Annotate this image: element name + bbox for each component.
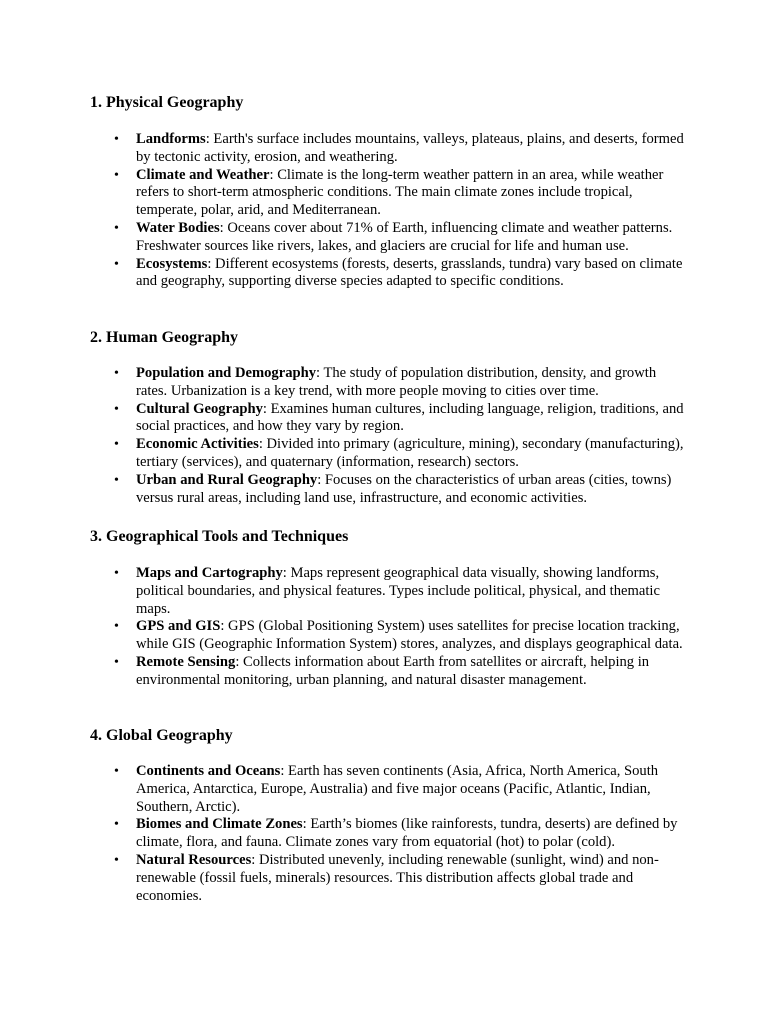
section-human-geography xyxy=(90,328,690,506)
list-item xyxy=(90,365,690,401)
bullet-icon: • xyxy=(114,472,119,488)
bullet-icon: • xyxy=(114,852,119,868)
bullet-list xyxy=(90,365,690,507)
list-item-term: Climate and Weather xyxy=(136,166,270,183)
list-item xyxy=(90,167,690,220)
bullet-icon: • xyxy=(114,654,119,670)
list-item-text: : GPS (Global Positioning System) uses satellites for precise location tracking, while GIS (Geographic Information System) stores, analyzes, and displays geographical data. xyxy=(136,618,683,653)
bullet-icon: • xyxy=(114,401,119,417)
bullet-icon: • xyxy=(114,619,119,635)
list-item-term: Biomes and Climate Zones xyxy=(136,816,303,833)
section-geographical-tools xyxy=(90,527,690,688)
list-item-text: : The study of population distribution, density, and growth rates. Urbanization is a key trend, with more people moving to cities over time. xyxy=(136,365,657,399)
bullet-icon: • xyxy=(114,132,119,147)
section-global-geography xyxy=(90,726,690,904)
list-item xyxy=(90,131,690,167)
list-item-text: : Earth’s biomes (like rainforests, tundra, deserts) are defined by climate, flora, and fauna. Climate zones vary from equatorial (hot) to polar (cold). xyxy=(136,816,678,851)
bullet-icon: • xyxy=(114,437,119,453)
list-item xyxy=(90,220,690,256)
bullet-icon: • xyxy=(114,220,119,236)
section-heading: 3. Geographical Tools and Techniques xyxy=(90,528,349,545)
list-item-term: Remote Sensing xyxy=(136,653,236,670)
list-item xyxy=(90,852,690,905)
list-item-term: Maps and Cartography xyxy=(136,565,283,581)
list-item-text: : Different ecosystems (forests, deserts, grasslands, tundra) vary based on climate and geography, supporting diverse species adapted to specific conditions. xyxy=(136,255,683,290)
list-item-term: Water Bodies xyxy=(136,219,220,236)
section-heading: 1. Physical Geography xyxy=(90,94,244,111)
list-item-term: Cultural Geography xyxy=(136,400,263,417)
list-item-term: Landforms xyxy=(136,131,206,147)
list-item-text: : Examines human cultures, including language, religion, traditions, and social practices, and how they vary by region. xyxy=(136,400,684,435)
list-item-term: Natural Resources xyxy=(136,851,252,868)
list-item xyxy=(90,654,690,690)
list-item-text: : Maps represent geographical data visually, showing landforms, political boundaries, and physical features. Types include political, physical, and thematic maps. xyxy=(136,565,660,617)
list-item-text: : Earth has seven continents (Asia, Africa, North America, South America, Antarctica, Europe, Australia) and five major oceans (Pacific, Atlantic, Indian, Southern, Arctic). xyxy=(136,763,659,815)
list-item xyxy=(90,816,690,852)
list-item-text: : Collects information about Earth from satellites or aircraft, helping in environmental monitoring, urban planning, and natural disaster management. xyxy=(136,653,650,688)
list-item xyxy=(90,401,690,437)
bullet-list xyxy=(90,131,690,291)
list-item-term: Continents and Oceans xyxy=(136,763,281,779)
list-item xyxy=(90,436,690,472)
bullet-icon: • xyxy=(114,817,119,833)
list-item xyxy=(90,256,690,292)
list-item-text: : Distributed unevenly, including renewable (sunlight, wind) and non-renewable (fossil fuels, minerals) resources. This distribution affects global trade and economies. xyxy=(136,851,659,904)
bullet-list xyxy=(90,763,690,905)
list-item-term: Economic Activities xyxy=(136,436,259,453)
list-item-term: Urban and Rural Geography xyxy=(136,471,318,488)
list-item xyxy=(90,618,690,654)
bullet-icon: • xyxy=(114,366,119,381)
list-item-text: : Oceans cover about 71% of Earth, influencing climate and weather patterns. Freshwater sources like rivers, lakes, and glaciers are crucial for life and human use. xyxy=(136,219,673,254)
list-item-text: : Earth's surface includes mountains, valleys, plateaus, plains, and deserts, formed by tectonic activity, erosion, and weathering. xyxy=(136,131,684,165)
list-item xyxy=(90,565,690,618)
section-heading: 4. Global Geography xyxy=(90,727,233,744)
bullet-list xyxy=(90,565,690,690)
section-heading: 2. Human Geography xyxy=(90,329,239,346)
bullet-icon: • xyxy=(114,764,119,779)
list-item-term: Ecosystems xyxy=(136,255,208,272)
bullet-icon: • xyxy=(114,167,119,183)
list-item-term: GPS and GIS xyxy=(136,618,221,635)
list-item-text: : Focuses on the characteristics of urban areas (cities, towns) versus rural areas, including land use, infrastructure, and economic activities. xyxy=(136,471,672,506)
section-physical-geography xyxy=(90,93,690,290)
list-item-text: : Climate is the long-term weather pattern in an area, while weather refers to short-term atmospheric conditions. The main climate zones include tropical, temperate, polar, arid, and Mediterranean. xyxy=(136,166,664,219)
bullet-icon: • xyxy=(114,256,119,272)
list-item-text: : Divided into primary (agriculture, mining), secondary (manufacturing), tertiary (services), and quaternary (information, research) sectors. xyxy=(136,436,684,470)
bullet-icon: • xyxy=(114,566,119,581)
list-item xyxy=(90,472,690,508)
list-item xyxy=(90,763,690,816)
list-item-term: Population and Demography xyxy=(136,365,317,381)
